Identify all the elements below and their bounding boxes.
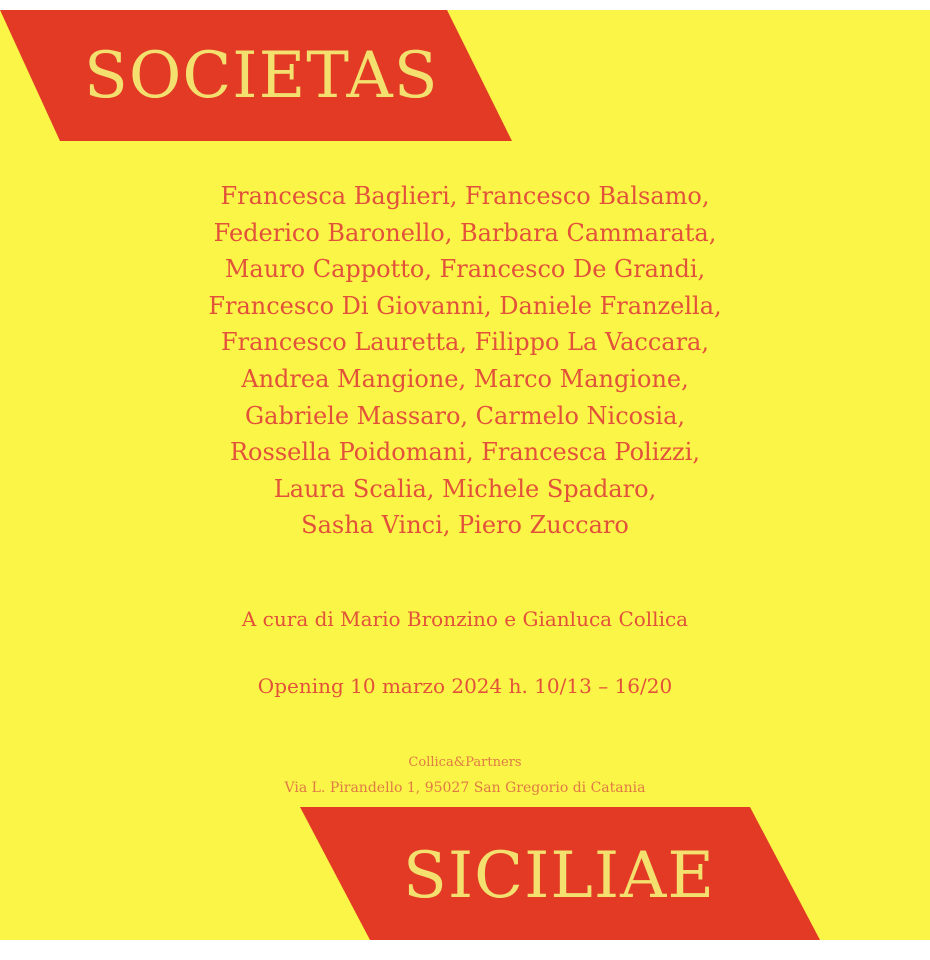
artist-line: Federico Baronello, Barbara Cammarata, <box>213 218 717 247</box>
curators-line: A cura di Mario Bronzino e Gianluca Collica <box>241 607 689 631</box>
artist-line: Rossella Poidomani, Francesca Polizzi, <box>229 438 700 467</box>
venue-address: Via L. Pirandello 1, 95027 San Gregorio di Catania <box>284 780 646 796</box>
artist-line: Francesco Lauretta, Filippo La Vaccara, <box>220 328 709 357</box>
artist-line: Sasha Vinci, Piero Zuccaro <box>301 511 629 540</box>
artist-list <box>0 178 930 544</box>
opening-line: Opening 10 marzo 2024 h. 10/13 – 16/20 <box>257 674 673 698</box>
artist-line: Mauro Cappotto, Francesco De Grandi, <box>224 255 706 284</box>
exhibition-poster <box>0 10 930 940</box>
artist-line: Gabriele Massaro, Carmelo Nicosia, <box>244 401 686 430</box>
artist-line: Francesco Di Giovanni, Daniele Franzella, <box>208 291 722 320</box>
title-bottom: SICILIAE <box>403 839 716 913</box>
top-banner <box>0 10 520 141</box>
artist-line: Laura Scalia, Michele Spadaro, <box>273 474 657 503</box>
title-top: SOCIETAS <box>84 39 439 113</box>
artist-line: Andrea Mangione, Marco Mangione, <box>241 364 689 393</box>
bottom-banner <box>290 807 830 940</box>
venue-name: Collica&Partners <box>408 755 522 770</box>
artist-line: Francesca Baglieri, Francesco Balsamo, <box>220 182 710 210</box>
